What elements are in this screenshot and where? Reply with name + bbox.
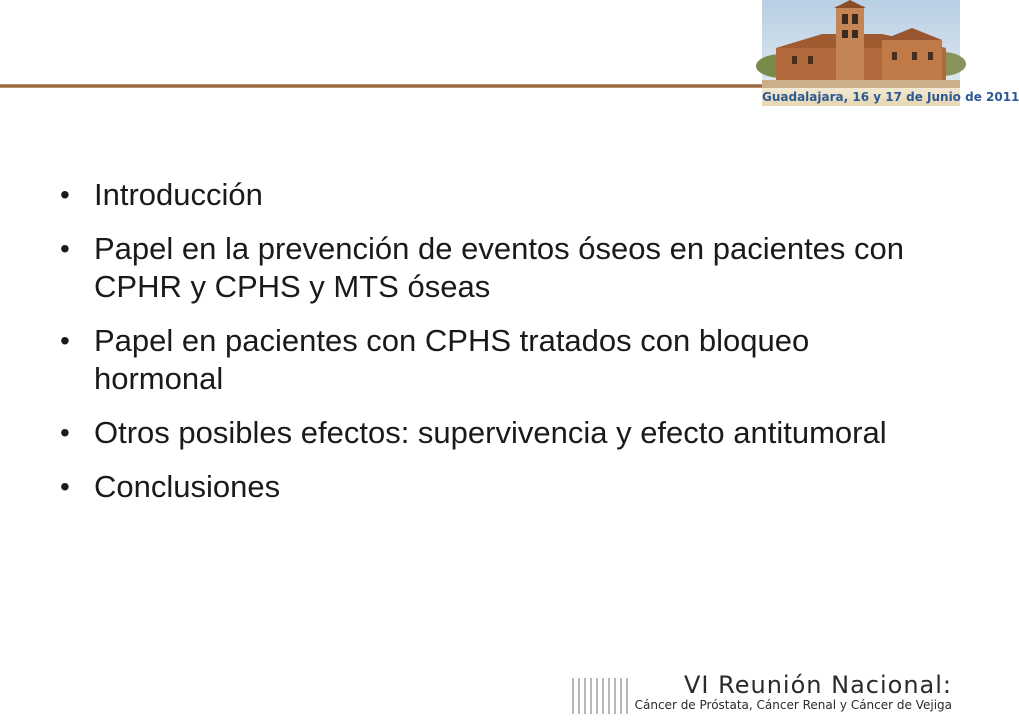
slide-content <box>60 176 920 522</box>
bullet-text: Otros posibles efectos: supervivencia y efecto antitumoral <box>94 415 887 450</box>
bullet-list <box>60 176 920 506</box>
bullet-text: Conclusiones <box>94 469 281 504</box>
bullet-text: Papel en la prevención de eventos óseos en pacientes con CPHR y CPHS y MTS óseas <box>94 231 905 304</box>
list-item <box>60 468 920 506</box>
list-item <box>60 414 920 452</box>
header-rule <box>0 84 762 88</box>
event-subtitle: Cáncer de Próstata, Cáncer Renal y Cáncer de Vejiga <box>634 698 952 712</box>
bullet-icon: • <box>60 417 70 448</box>
date-banner: Guadalajara, 16 y 17 de Junio de 2011 <box>762 90 1019 104</box>
list-item <box>60 176 920 214</box>
bullet-icon: • <box>60 325 70 356</box>
bullet-icon: • <box>60 233 70 264</box>
bullet-icon: • <box>60 471 70 502</box>
bullet-icon: • <box>60 179 70 210</box>
logo-stripes-icon <box>572 678 632 714</box>
event-title: VI Reunión Nacional: <box>684 671 952 699</box>
event-logo <box>572 672 952 718</box>
bullet-text: Introducción <box>94 177 263 212</box>
bullet-text: Papel en pacientes con CPHS tratados con bloqueo hormonal <box>94 323 810 396</box>
list-item <box>60 322 920 398</box>
list-item <box>60 230 920 306</box>
